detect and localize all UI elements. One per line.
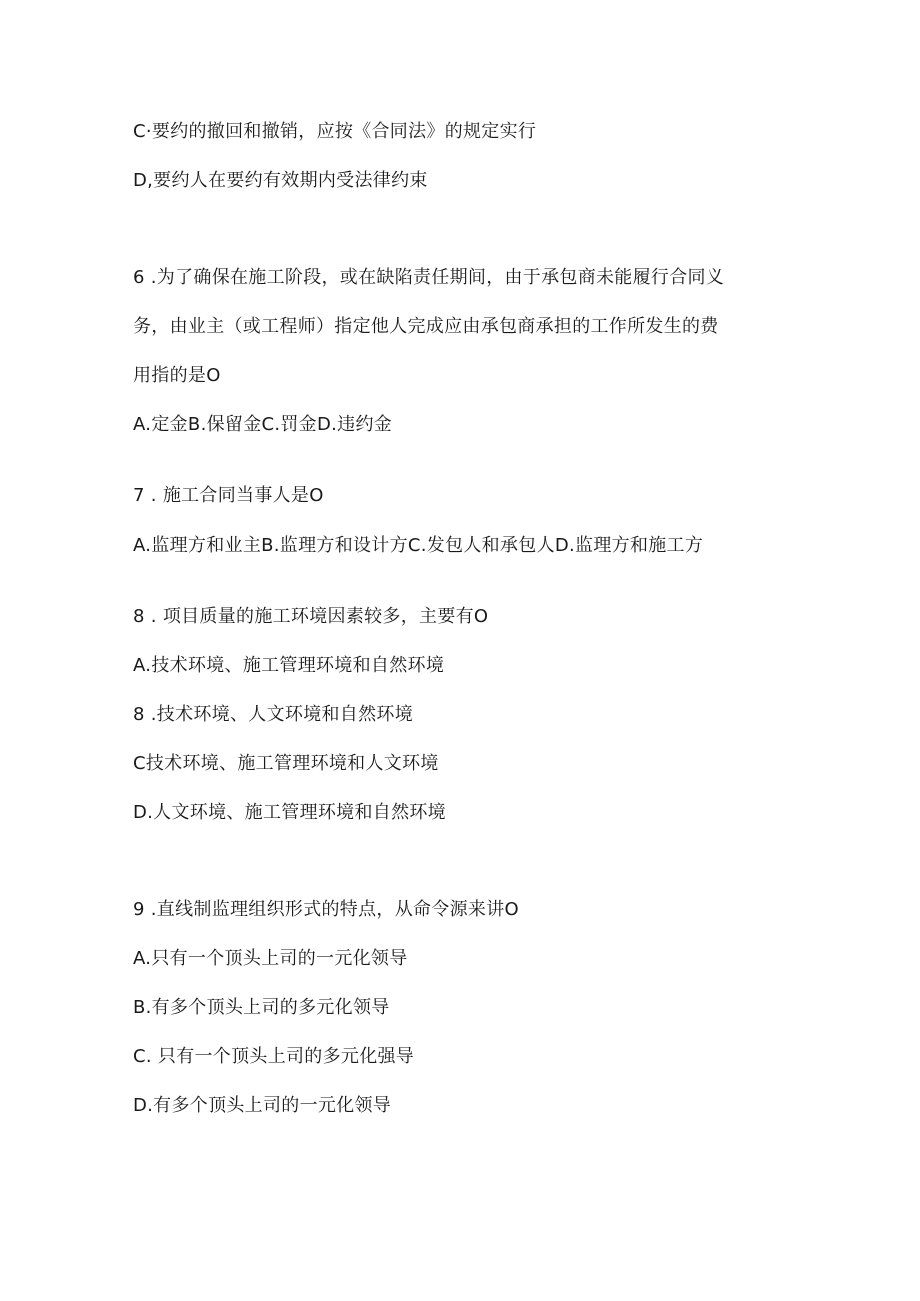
q8-option-a: A.技术环境、施工管理环境和自然环境 (133, 655, 445, 676)
q6-text-line-2: 务，由业主（或工程师）指定他人完成应由承包商承担的工作所发生的费 (133, 316, 719, 337)
q9-option-d: D.有多个顶头上司的一元化领导 (133, 1095, 392, 1116)
q9-option-c: C. 只有一个顶头上司的多元化强导 (133, 1046, 415, 1067)
q9-option-a: A.只有一个顶头上司的一元化领导 (133, 948, 408, 969)
q7-options: A.监理方和业主B.监理方和设计方C.发包人和承包人D.监理方和施工方 (133, 535, 704, 556)
q9-option-b: B.有多个顶头上司的多元化领导 (133, 997, 390, 1018)
q6-text-line-3: 用指的是O (133, 365, 221, 386)
q8-option-b: 8 .技术环境、人文环境和自然环境 (133, 704, 413, 725)
q9-text: 9 .直线制监理组织形式的特点，从命令源来讲O (133, 899, 519, 920)
q5-option-d: D,要约人在要约有效期内受法律约束 (133, 170, 428, 191)
q5-option-c: C·要约的撤回和撤销，应按《合同法》的规定实行 (133, 121, 537, 142)
q8-text: 8 . 项目质量的施工环境因素较多，主要有O (133, 606, 489, 627)
q8-option-c: C技术环境、施工管理环境和人文环境 (133, 753, 439, 774)
q7-text: 7 . 施工合同当事人是O (133, 485, 324, 506)
q6-options: A.定金B.保留金C.罚金D.违约金 (133, 414, 393, 435)
q8-option-d: D.人文环境、施工管理环境和自然环境 (133, 802, 446, 823)
q6-text-line-1: 6 .为了确保在施工阶段，或在缺陷责任期间，由于承包商未能履行合同义 (133, 267, 725, 288)
